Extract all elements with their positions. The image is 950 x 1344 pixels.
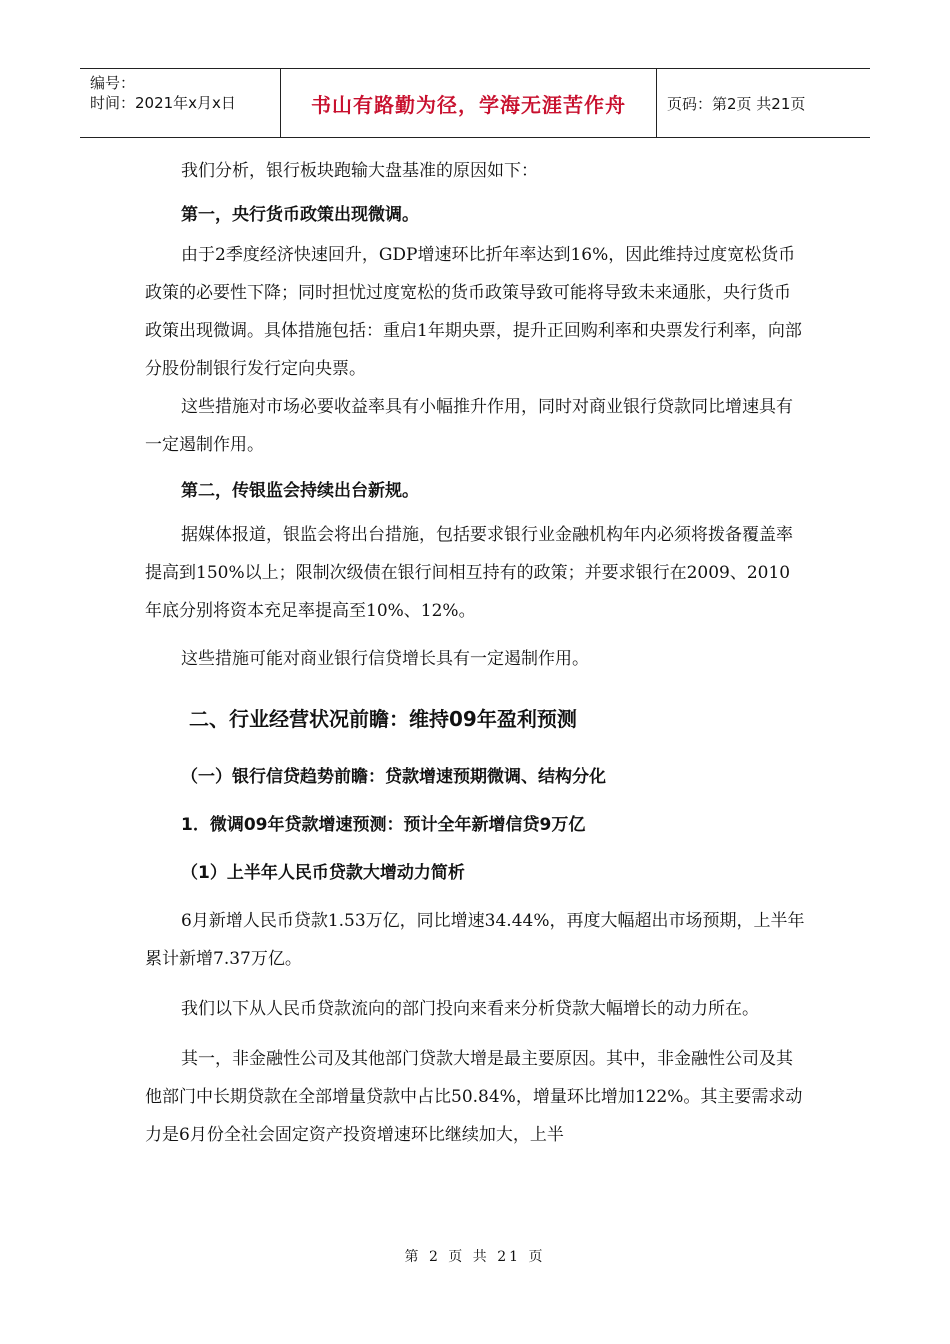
paragraph: 我们分析，银行板块跑输大盘基准的原因如下：: [181, 161, 538, 181]
heading-first: 第一，央行货币政策出现微调。: [181, 205, 419, 225]
page-header: [80, 68, 870, 138]
heading-second: 第二，传银监会持续出台新规。: [181, 481, 419, 501]
paragraph: 我们以下从人民币贷款流向的部门投向来看来分析贷款大幅增长的动力所在。: [181, 999, 759, 1019]
paragraph: 据媒体报道，银监会将出台措施，包括要求银行业金融机构年内必须将拨备覆盖率提高到150%以上；限制次级债在银行间相互持有的政策；并要求银行在2009、2010年底分别将资本充足率提高至10%、12%。: [145, 525, 793, 621]
subsection-heading: （一）银行信贷趋势前瞻：贷款增速预期微调、结构分化: [181, 767, 606, 787]
paragraph: 由于2季度经济快速回升，GDP增速环比折年率达到16%，因此维持过度宽松货币政策的必要性下降；同时担忧过度宽松的货币政策导致可能将导致未来通胀，央行货币政策出现微调。具体措施包括：重启1年期央票，提升正回购利率和央票发行利率，向部分股份制银行发行定向央票。: [145, 245, 802, 379]
number-label: 编号：: [90, 74, 136, 92]
page-info: 页码：第2页 共21页: [667, 94, 806, 113]
subsection-heading: （1）上半年人民币贷款大增动力简析: [181, 863, 465, 883]
paragraph: 6月新增人民币贷款1.53万亿，同比增速34.44%，再度大幅超出市场预期，上半年累计新增7.37万亿。: [145, 911, 805, 969]
paragraph: 这些措施可能对商业银行信贷增长具有一定遏制作用。: [181, 649, 589, 669]
subsection-heading: 1．微调09年贷款增速预测：预计全年新增信贷9万亿: [181, 815, 586, 835]
time-label: 时间：2021年x月x日: [90, 94, 236, 112]
paragraph: 其一，非金融性公司及其他部门贷款大增是最主要原因。其中，非金融性公司及其他部门中长期贷款在全部增量贷款中占比50.84%，增量环比增加122%。其主要需求动力是6月份全社会固定资产投资增速环比继续加大，上半: [145, 1049, 803, 1145]
document-body: [145, 148, 805, 1154]
section-heading: 二、行业经营状况前瞻：维持09年盈利预测: [189, 707, 577, 731]
header-left: [80, 69, 280, 137]
paragraph: 这些措施对市场必要收益率具有小幅推升作用，同时对商业银行贷款同比增速具有一定遏制作用。: [145, 397, 793, 455]
page-footer: 第 2 页 共 21 页: [404, 1249, 546, 1265]
motto: 书山有路勤为径，学海无涯苦作舟: [280, 69, 657, 137]
